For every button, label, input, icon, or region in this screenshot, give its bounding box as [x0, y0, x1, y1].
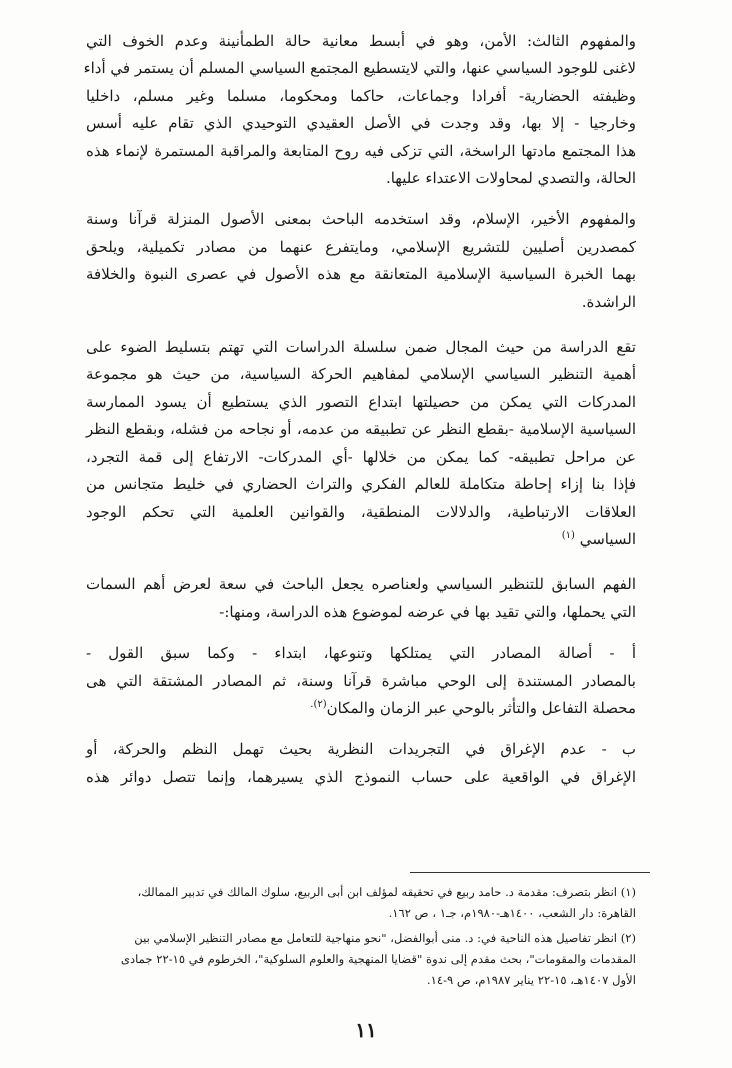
footnote-line: القاهرة: دار الشعب، ١٤٠٠هـ-١٩٨٠م، جـ١ ، ص ١٦٢. [388, 906, 636, 920]
text-line: هذا المجتمع مادتها الراسخة، التي تزكى فيه روح المتابعة والمراقبة المستمرة لإنماء هذه [86, 141, 636, 160]
paragraph-features-intro [86, 571, 636, 626]
footnotes [90, 882, 636, 995]
text-line: المدركات التي يمكن من حصيلتها ابتداع التصور الذي يستطيع أن يسود الممارسة [86, 392, 636, 411]
text-line: وخارجيا - إلا بها، وقد وجدت في الأصل العقيدي التوحيدي الذي تقام عليه أسس [86, 114, 636, 133]
text-fragment: محصلة التفاعل والتأثر بالوحي عبر الزمان والمكان [326, 698, 636, 717]
text-line: الحالة، والتصدي لمحاولات الاعتداء عليها. [385, 169, 636, 188]
text-line: تقع الدراسة من حيث المجال ضمن سلسلة الدراسات التي تهتم بتسليط الضوء على [86, 338, 636, 357]
text-line: أهمية التنظير السياسي الإسلامي لمفاهيم الحركة السياسية، من حيث هو مجموعة [86, 365, 636, 384]
text-line: والمفهوم الثالث: الأمن، وهو في أبسط معانية حالة الطمأنينة وعدم الخوف التي [86, 32, 636, 50]
text-line: العلاقات الارتباطية، والدلالات المنطقية، والقوانين العلمية التي تحكم الوجود [86, 502, 636, 521]
text-line: ب - عدم الإغراق في التجريدات النظرية بحيث تهمل النظم والحركة، أو [86, 740, 636, 759]
footnote-1 [90, 882, 636, 924]
footnote-reference[interactable]: (٢). [310, 698, 327, 710]
footnote-line: (١) انظر بتصرف: مقدمة د. حامد ربيع في تحقيقه لمؤلف ابن أبى الربيع، سلوك المالك في تدبير الممالك، [137, 885, 636, 899]
text-line: الراشدة. [581, 292, 636, 311]
footnote-line: (٢) انظر تفاصيل هذه الناحية في: د. منى أبوالفضل، "نحو منهاجية للتعامل مع مصادر التنظير الإسلامي بين [134, 931, 636, 945]
footnote-2 [90, 928, 636, 991]
text-line: كمصدرين أصليين للتشريع الإسلامي، ومايتفرع عنهما من مصادر تكميلية، ويلحق [86, 237, 636, 256]
footnote-line: المقدمات والمقومات"، بحث مقدم إلى ندوة "قضايا المنهجية والعلوم السلوكية"، الخرطوم في ١٥-٢٢ جمادى [120, 952, 636, 966]
paragraph-islam-concept [86, 206, 636, 316]
paragraph-feature-b [86, 736, 636, 791]
text-line: بالمصادر المستندة إلى الوحي مباشرة قرآنا وسنة، ثم المصادر المشتقة التي هى [86, 671, 636, 690]
text-line: بهما الخبرة السياسية الإسلامية المتعانقة مع هذه الأصول في عصرى النبوة والخلافة [86, 265, 636, 284]
text-line: فإذا بنا إزاء إحاطة متكاملة للعالم الفكري والتراث الحضاري في خليط متجانس من [86, 475, 636, 494]
text-line: أ - أصالة المصادر التي يمتلكها وتنوعها، ابتداء - وكما سبق القول - [86, 644, 636, 663]
text-line: التي يحملها، والتي تقيد بها في عرضه لموضوع هذه الدراسة، ومنها:- [219, 602, 636, 621]
text-line [86, 695, 636, 722]
text-line: والمفهوم الأخير، الإسلام، وقد استخدمه الباحث بمعنى الأصول المنزلة قرآنا وسنة [86, 210, 636, 229]
text-fragment: السياسي [579, 529, 636, 548]
text-line: عن مراحل تطبيقه- كما يمكن من خلالها -أي المدركات- الارتفاع إلى قمة التجرد، [86, 447, 636, 466]
paragraph-study-scope [86, 334, 636, 553]
paragraph-feature-a [86, 640, 636, 722]
text-line: لاغنى للوجود السياسي عنها، والتي لايتسطيع المجتمع السياسي المسلم أن يستمر في أداء [83, 59, 636, 78]
footnote-separator [410, 872, 650, 873]
main-text [83, 28, 636, 791]
text-line: الإغراق في الواقعية على حساب النموذج الذي يسيرهما، وإنما تتصل دوائر هذه [86, 767, 636, 786]
footnote-line: الأول ١٤٠٧هـ، ١٥-٢٢ يناير ١٩٨٧م، ص ٩-١٤. [426, 973, 636, 987]
paragraph-security-concept [83, 28, 636, 192]
page-number: ١١ [355, 1018, 377, 1042]
text-line: السياسية الإسلامية -بقطع النظر عن تطبيقه من عدمه، أو نجاحه من فشله، وبقطع النظر [86, 420, 636, 439]
footnote-reference[interactable]: (١) [561, 529, 575, 541]
text-line: الفهم السابق للتنظير السياسي ولعناصره يجعل الباحث في سعة لعرض أهم السمات [86, 575, 636, 594]
text-line: وظيفته الحضارية- أفرادا وجماعات، حاكما ومحكوما، مسلما وغير مسلم، داخليا [86, 86, 636, 105]
text-line [86, 526, 636, 553]
